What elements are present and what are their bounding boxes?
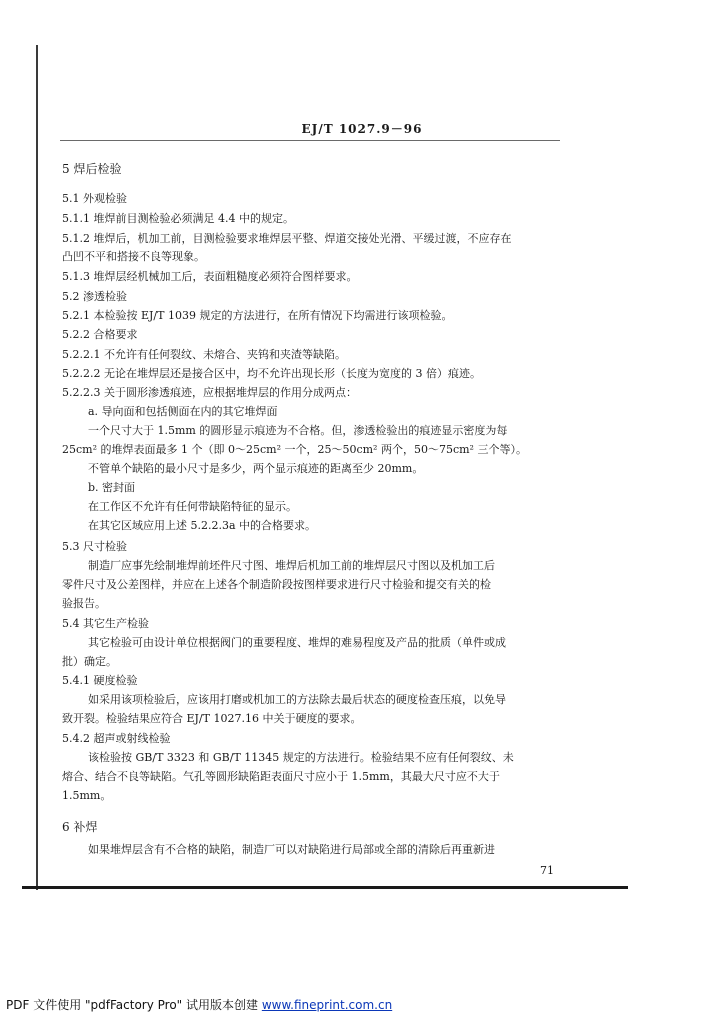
- paragraph-line: 1.5mm。: [62, 789, 112, 802]
- pdf-footer: [6, 996, 392, 1013]
- paragraph-line: 零件尺寸及公差图样，并应在上述各个制造阶段按图样要求进行尺寸检验和提交有关的检: [62, 578, 491, 591]
- clause-line: 5.1 外观检验: [62, 192, 127, 205]
- clause-line: 5.2.1 本检验按 EJ/T 1039 规定的方法进行，在所有情况下均需进行该项检验。: [62, 309, 453, 322]
- clause-line: 5.2.2.1 不允许有任何裂纹、未熔合、夹钨和夹渣等缺陷。: [62, 348, 346, 361]
- clause-line: 5.2 渗透检验: [62, 290, 127, 303]
- clause-line: 5.2.2.2 无论在堆焊层还是接合区中，均不允许出现长形（长度为宽度的 3 倍）痕迹。: [62, 367, 481, 380]
- footer-text: PDF 文件使用 "pdfFactory Pro" 试用版本创建: [6, 998, 262, 1012]
- paragraph-line: 一个尺寸大于 1.5mm 的圆形显示痕迹为不合格。但，渗透检验出的痕迹显示密度为每: [88, 424, 508, 437]
- clause-line: 5.4.1 硬度检验: [62, 674, 138, 687]
- clause-line: 5.4 其它生产检验: [62, 617, 149, 630]
- clause-line: 凸凹不平和搭接不良等现象。: [62, 250, 205, 263]
- paragraph-line: 制造厂应事先绘制堆焊前坯件尺寸图、堆焊后机加工前的堆焊层尺寸图以及机加工后: [88, 559, 495, 572]
- paragraph-line: 验报告。: [62, 597, 106, 610]
- footer-link[interactable]: www.fineprint.com.cn: [261, 998, 393, 1012]
- clause-line: 5.4.2 超声或射线检验: [62, 732, 171, 745]
- paragraph-line: 不管单个缺陷的最小尺寸是多少，两个显示痕迹的距离至少 20mm。: [88, 462, 424, 475]
- paragraph-line: 致开裂。检验结果应符合 EJ/T 1027.16 中关于硬度的要求。: [62, 712, 362, 725]
- paragraph-line: 在工作区不允许有任何带缺陷特征的显示。: [88, 500, 297, 513]
- section-heading: 5 焊后检验: [62, 162, 122, 176]
- list-item: b. 密封面: [88, 481, 136, 494]
- paragraph-line: 如果堆焊层含有不合格的缺陷，制造厂可以对缺陷进行局部或全部的清除后再重新进: [88, 843, 495, 856]
- clause-line: 5.3 尺寸检验: [62, 540, 127, 553]
- paragraph-line: 在其它区域应用上述 5.2.2.3a 中的合格要求。: [88, 519, 317, 532]
- clause-line: 5.2.2 合格要求: [62, 328, 138, 341]
- page-scan-edge: [36, 45, 38, 890]
- paragraph-line: 该检验按 GB/T 3323 和 GB/T 11345 规定的方法进行。检验结果不应有任何裂纹、未: [88, 751, 514, 764]
- clause-line: 5.1.2 堆焊后，机加工前，目测检验要求堆焊层平整、焊道交接处光滑、平缓过渡，不应存在: [62, 232, 512, 245]
- clause-line: 5.2.2.3 关于圆形渗透痕迹，应根据堆焊层的作用分成两点：: [62, 386, 357, 399]
- page-number: 71: [540, 864, 554, 877]
- standard-header: EJ/T 1027.9－96: [301, 122, 423, 136]
- list-item: a. 导向面和包括侧面在内的其它堆焊面: [88, 405, 278, 418]
- paragraph-line: 批）确定。: [62, 655, 117, 668]
- clause-line: 5.1.1 堆焊前目测检验必须满足 4.4 中的规定。: [62, 212, 294, 225]
- paragraph-line: 如采用该项检验后，应该用打磨或机加工的方法除去最后状态的硬度检查压痕，以免导: [88, 693, 506, 706]
- paragraph-line: 其它检验可由设计单位根据阀门的重要程度、堆焊的难易程度及产品的批质（单件或成: [88, 636, 506, 649]
- section-heading: 6 补焊: [62, 820, 98, 834]
- bottom-rule: [22, 886, 628, 889]
- paragraph-line: 熔合、结合不良等缺陷。气孔等圆形缺陷距表面尺寸应小于 1.5mm，其最大尺寸应不大于: [62, 770, 500, 783]
- header-divider: [60, 140, 560, 141]
- clause-line: 5.1.3 堆焊层经机械加工后，表面粗糙度必须符合图样要求。: [62, 270, 358, 283]
- paragraph-line: 25cm² 的堆焊表面最多 1 个（即 0～25cm² 一个，25～50cm² 两个，50～75cm² 三个等）。: [62, 443, 527, 456]
